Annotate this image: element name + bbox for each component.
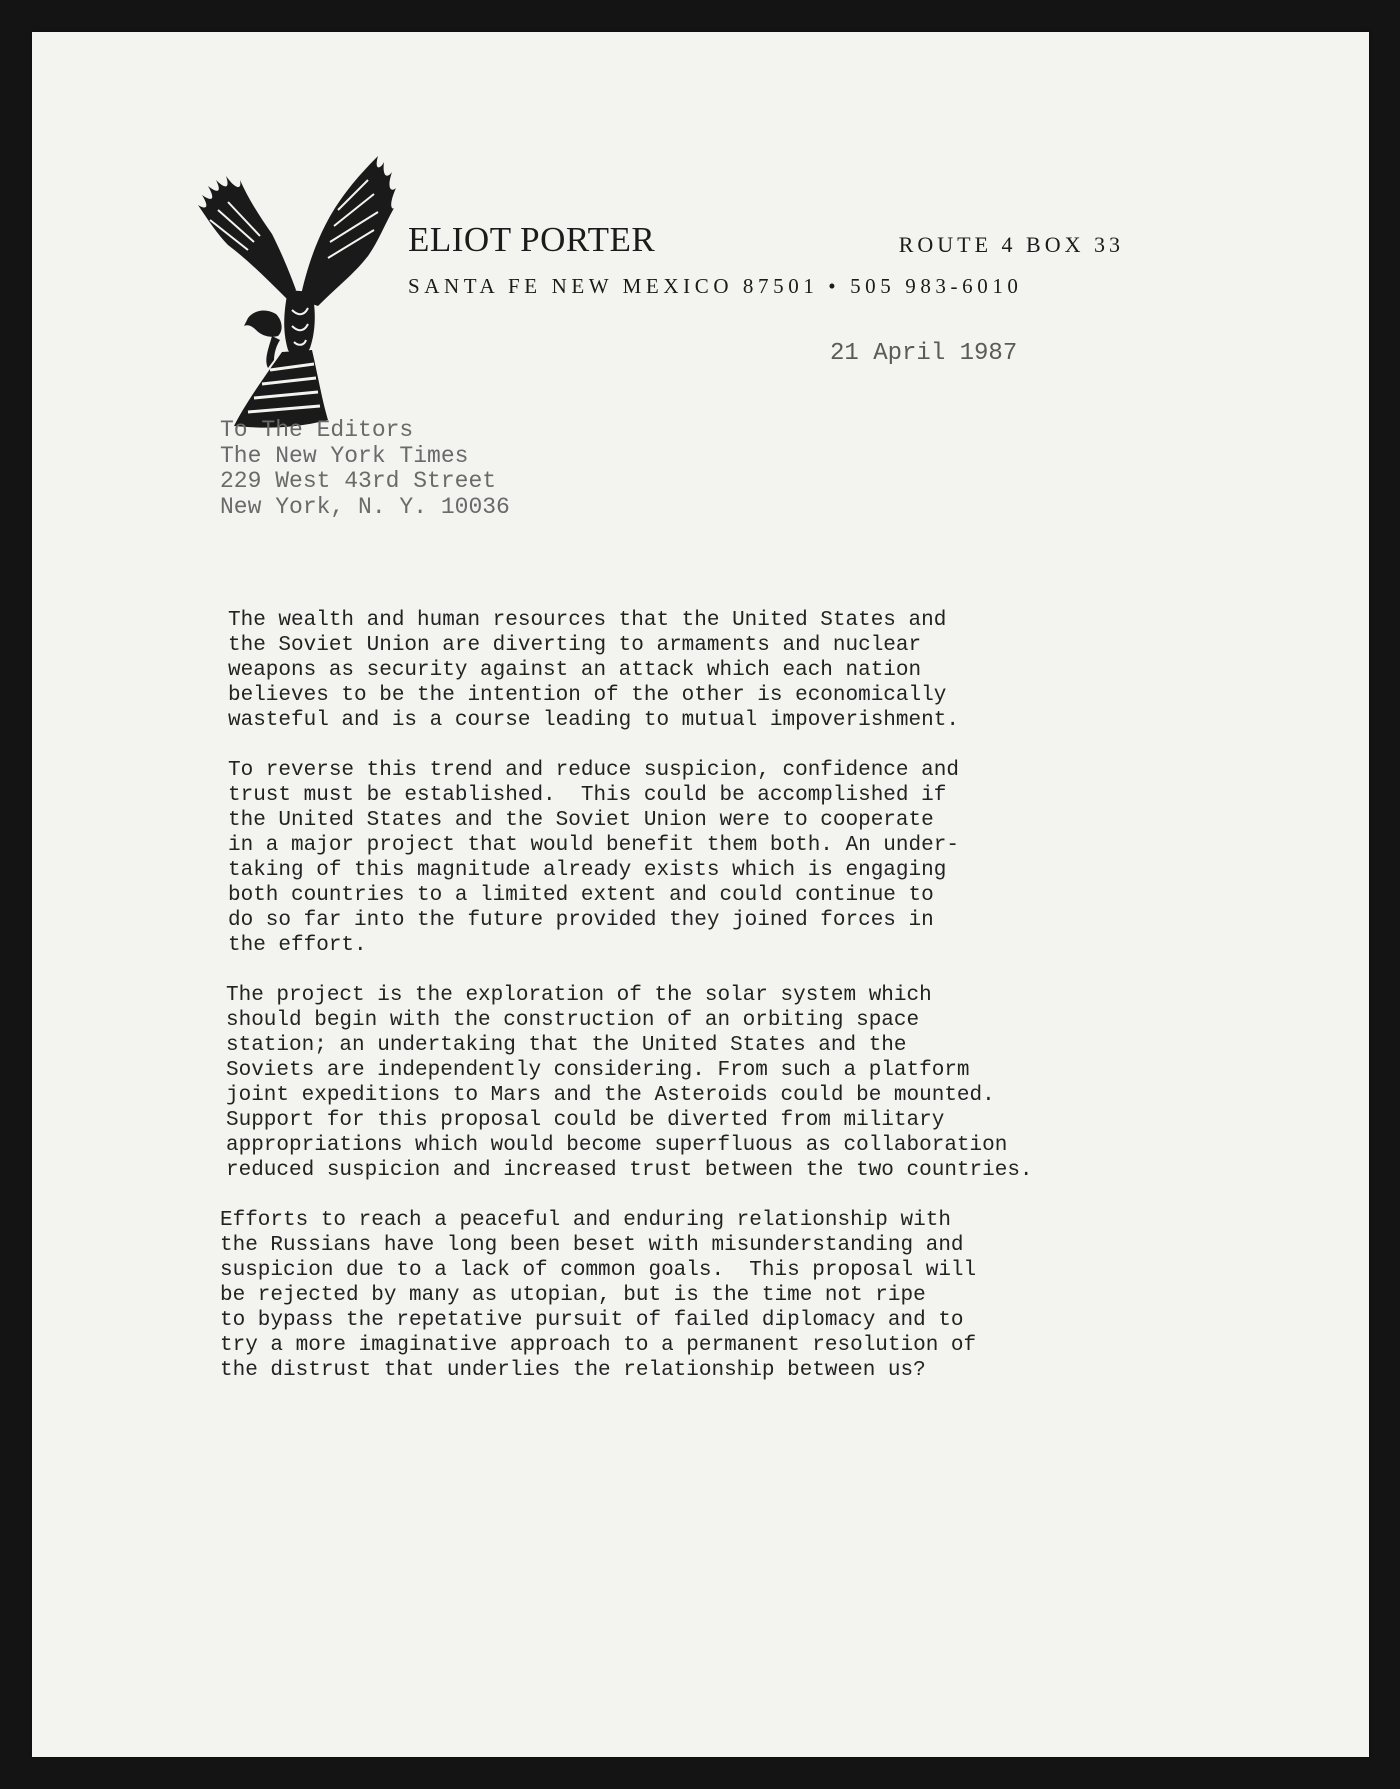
body-line: Efforts to reach a peaceful and enduring relationship with [220,1209,951,1232]
body-line: be rejected by many as utopian, but is the time not ripe [220,1284,926,1307]
body-line: Support for this proposal could be diverted from military [226,1109,945,1132]
body-line: should begin with the construction of an orbiting space [226,1009,920,1032]
body-line: do so far into the future provided they joined forces in [228,909,934,932]
body-line: The wealth and human resources that the United States and [228,609,947,632]
body-paragraph-1 [228,608,1216,733]
body-line: weapons as security against an attack which each nation [228,659,922,682]
body-line: suspicion due to a lack of common goals. This proposal will [220,1259,977,1282]
letterhead-address: SANTA FE NEW MEXICO 87501 • 505 983-6010 [408,274,1023,298]
recipient-block [220,418,510,520]
osprey-logo-icon [188,150,398,432]
body-line: appropriations which would become superfluous as collaboration [226,1134,1008,1157]
body-paragraph-4 [220,1208,1216,1383]
letter-date: 21 April 1987 [830,340,1018,367]
body-line: both countries to a limited extent and could continue to [228,884,934,907]
body-line: the Soviet Union are diverting to armaments and nuclear [228,634,922,657]
recipient-line: The New York Times [220,442,469,469]
body-line: the effort. [228,934,367,957]
body-line: trust must be established. This could be accomplished if [228,784,947,807]
letter-body [216,608,1216,1408]
body-line: in a major project that would benefit them both. An under- [228,834,959,857]
letterhead-route: ROUTE 4 BOX 33 [898,232,1124,257]
body-line: to bypass the repetative pursuit of failed diplomacy and to [220,1309,964,1332]
body-line: the United States and the Soviet Union were to cooperate [228,809,934,832]
letter-sheet [32,32,1369,1757]
body-line: Soviets are independently considering. From such a platform [226,1059,970,1082]
body-paragraph-3 [226,983,1216,1183]
letterhead-name: ELIOT PORTER [408,220,656,259]
body-line: reduced suspicion and increased trust between the two countries. [226,1159,1033,1182]
body-line: To reverse this trend and reduce suspicion, confidence and [228,759,959,782]
body-line: try a more imaginative approach to a permanent resolution of [220,1334,977,1357]
recipient-line: To The Editors [220,417,414,443]
body-line: The project is the exploration of the solar system which [226,984,932,1007]
body-line: believes to be the intention of the other is economically [228,684,947,707]
recipient-line: New York, N. Y. 10036 [220,493,510,520]
body-line: the distrust that underlies the relationship between us? [220,1359,926,1382]
recipient-line: 229 West 43rd Street [220,468,497,494]
body-line: taking of this magnitude already exists which is engaging [228,859,947,882]
body-line: the Russians have long been beset with misunderstanding and [220,1234,964,1257]
body-line: wasteful and is a course leading to mutual impoverishment. [228,709,959,732]
body-line: station; an undertaking that the United States and the [226,1034,907,1057]
body-paragraph-2 [228,758,1216,958]
body-line: joint expeditions to Mars and the Asteroids could be mounted. [226,1084,995,1107]
